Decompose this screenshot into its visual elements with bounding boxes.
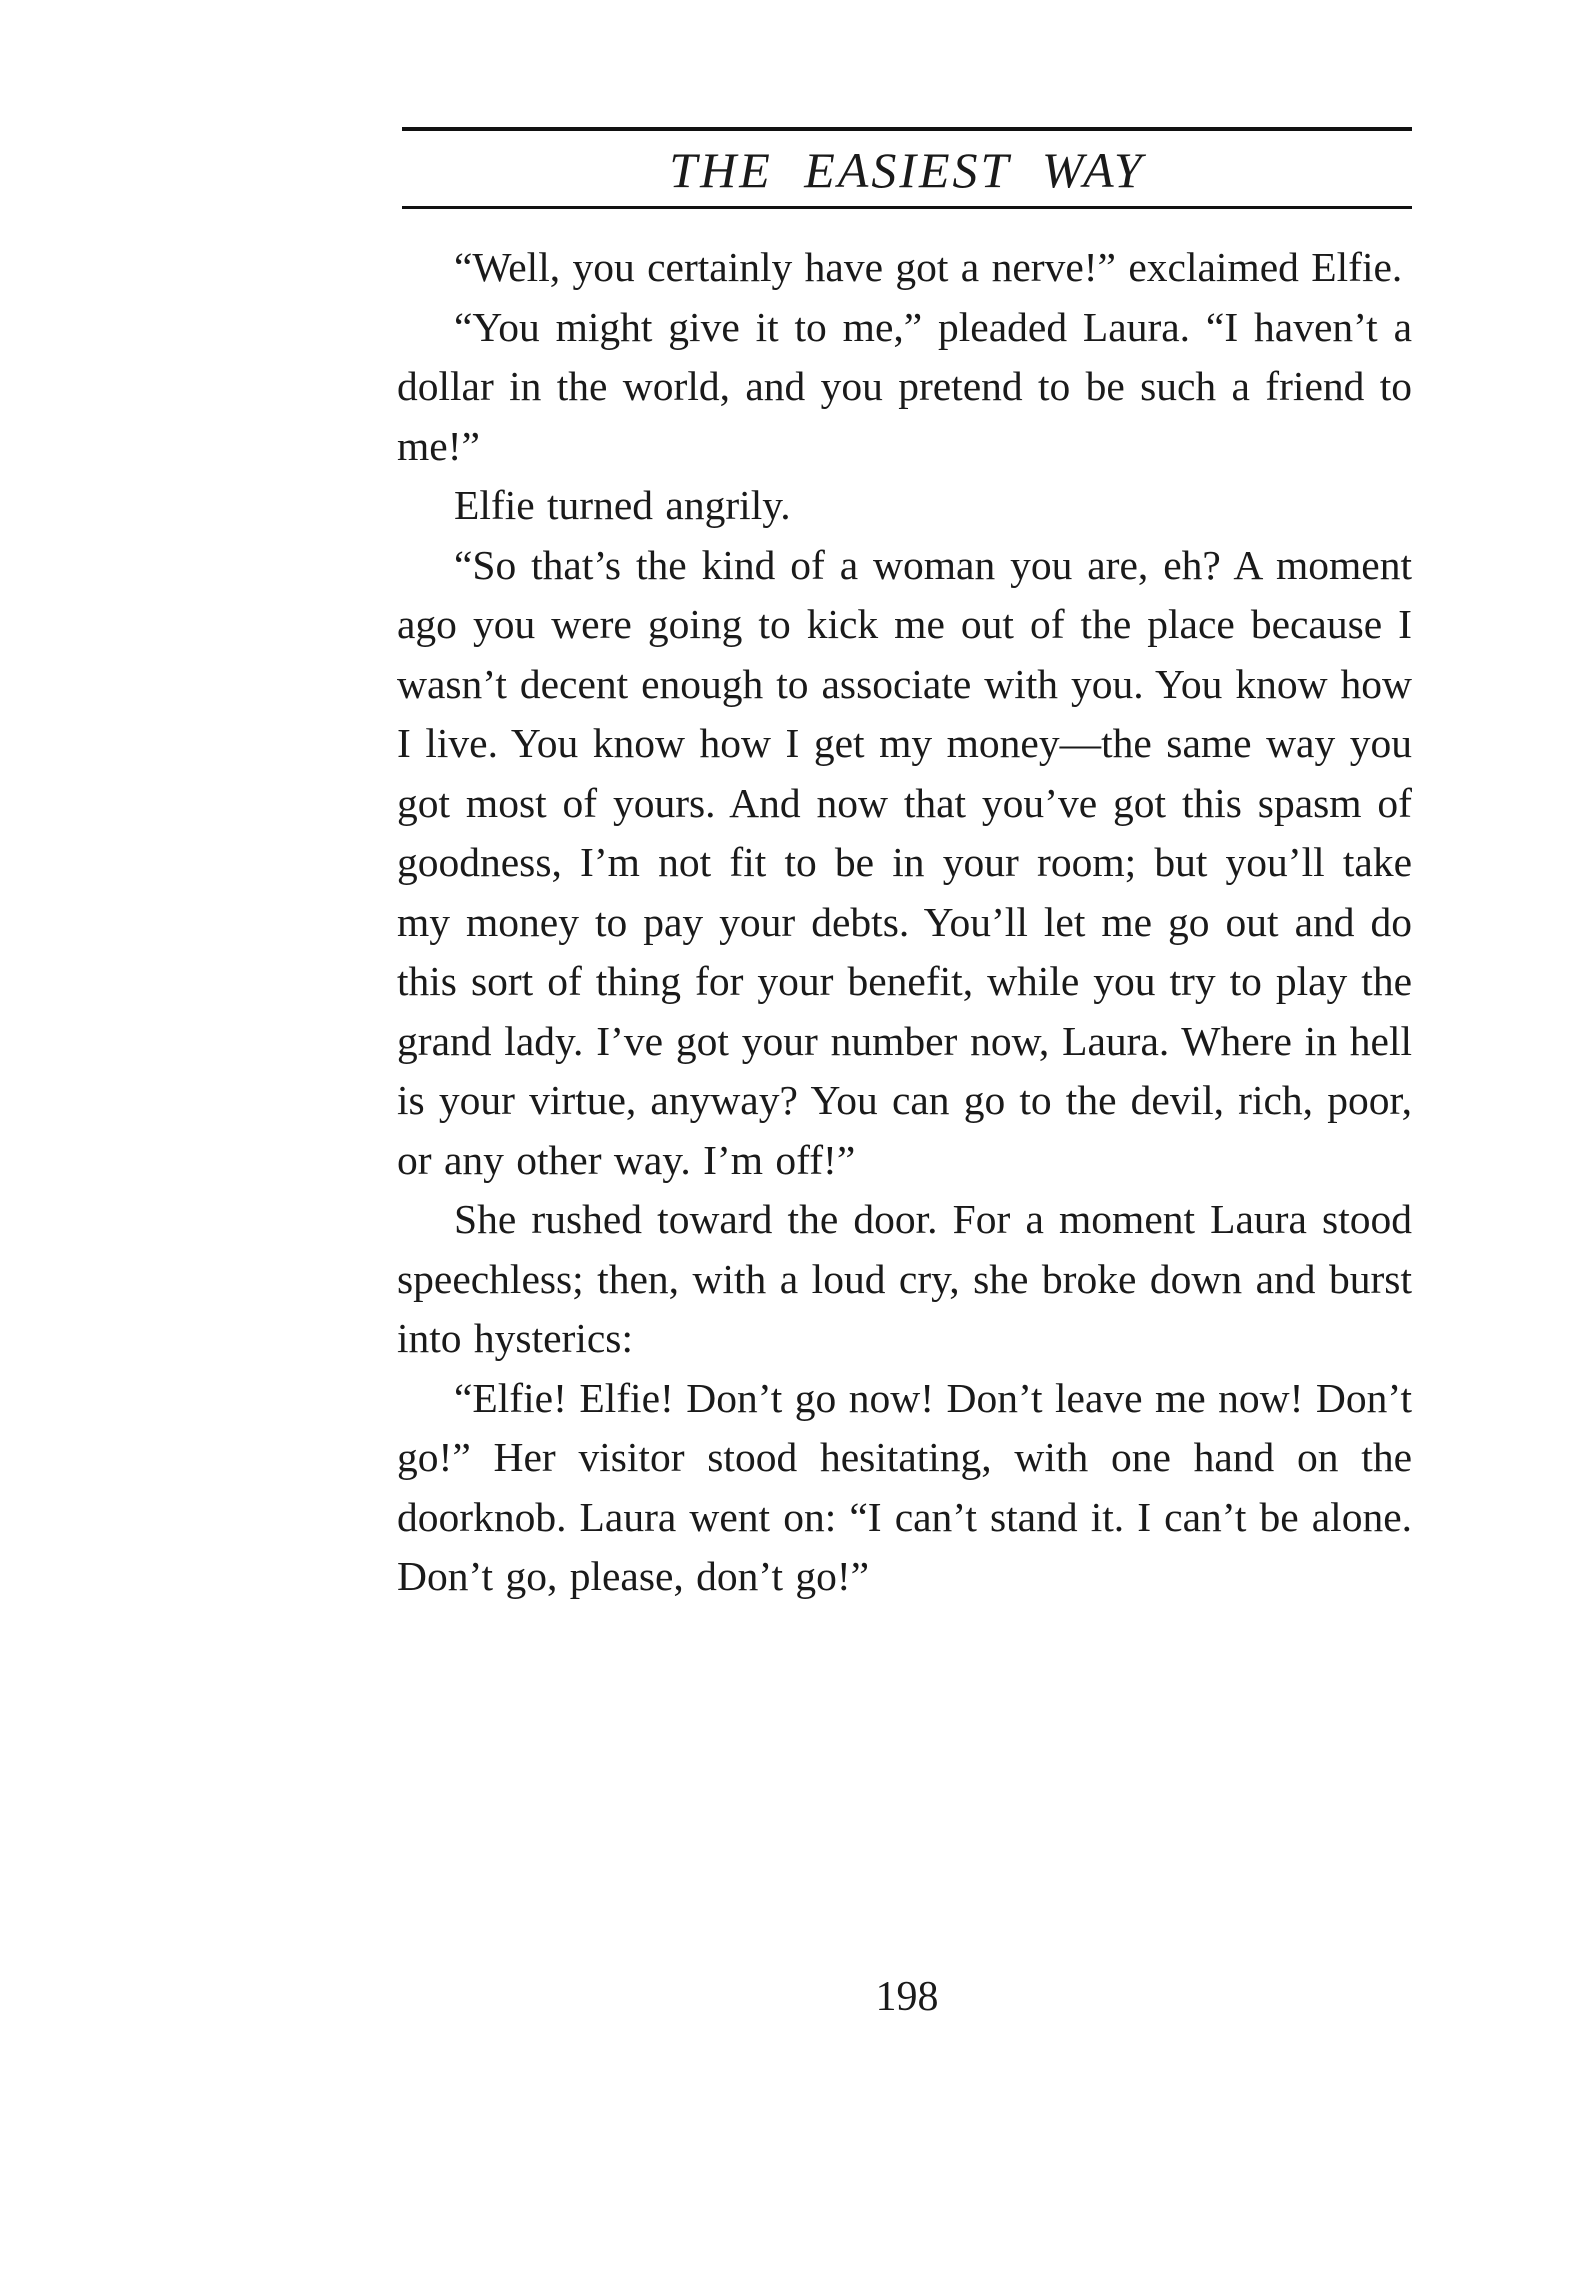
paragraph: “Elfie! Elfie! Don’t go now! Don’t leave me now! Don’t go!” Her visitor stood hesitating, with one hand on the doorknob. Laura went on: “I can’t stand it. I can’t be alone. Don’t go, please, don’t go!” bbox=[397, 1374, 1412, 1599]
paragraph: Elfie turned angrily. bbox=[454, 482, 791, 528]
paragraph: “Well, you certainly have got a nerve!” exclaimed Elfie. bbox=[454, 244, 1403, 290]
paragraph: She rushed toward the door. For a moment Laura stood speechless; then, with a loud cry, she broke down and burst into hysterics: bbox=[397, 1196, 1412, 1361]
body-text bbox=[397, 238, 1412, 1607]
header-rule-bottom bbox=[402, 206, 1412, 209]
paragraph: “You might give it to me,” pleaded Laura. “I haven’t a dollar in the world, and you pretend to be such a friend to me!” bbox=[397, 303, 1412, 469]
header-rule-top bbox=[402, 127, 1412, 131]
page-number: 198 bbox=[875, 1974, 939, 2020]
paragraph: “So that’s the kind of a woman you are, eh? A moment ago you were going to kick me out of the place because I wasn’t decent enough to associate with you. You know how I live. You know how I get my money—the same way you got most of yours. And now that you’ve got this spasm of goodness, I’m not fit to be in your room; but you’ll take my money to pay your debts. You’ll let me go out and do this sort of thing for your benefit, while you try to play the grand lady. I’ve got your number now, Laura. Where in hell is your virtue, anyway? You can go to the devil, rich, poor, or any other way. I’m off!” bbox=[397, 541, 1412, 1183]
running-title: THE EASIEST WAY bbox=[669, 142, 1145, 198]
